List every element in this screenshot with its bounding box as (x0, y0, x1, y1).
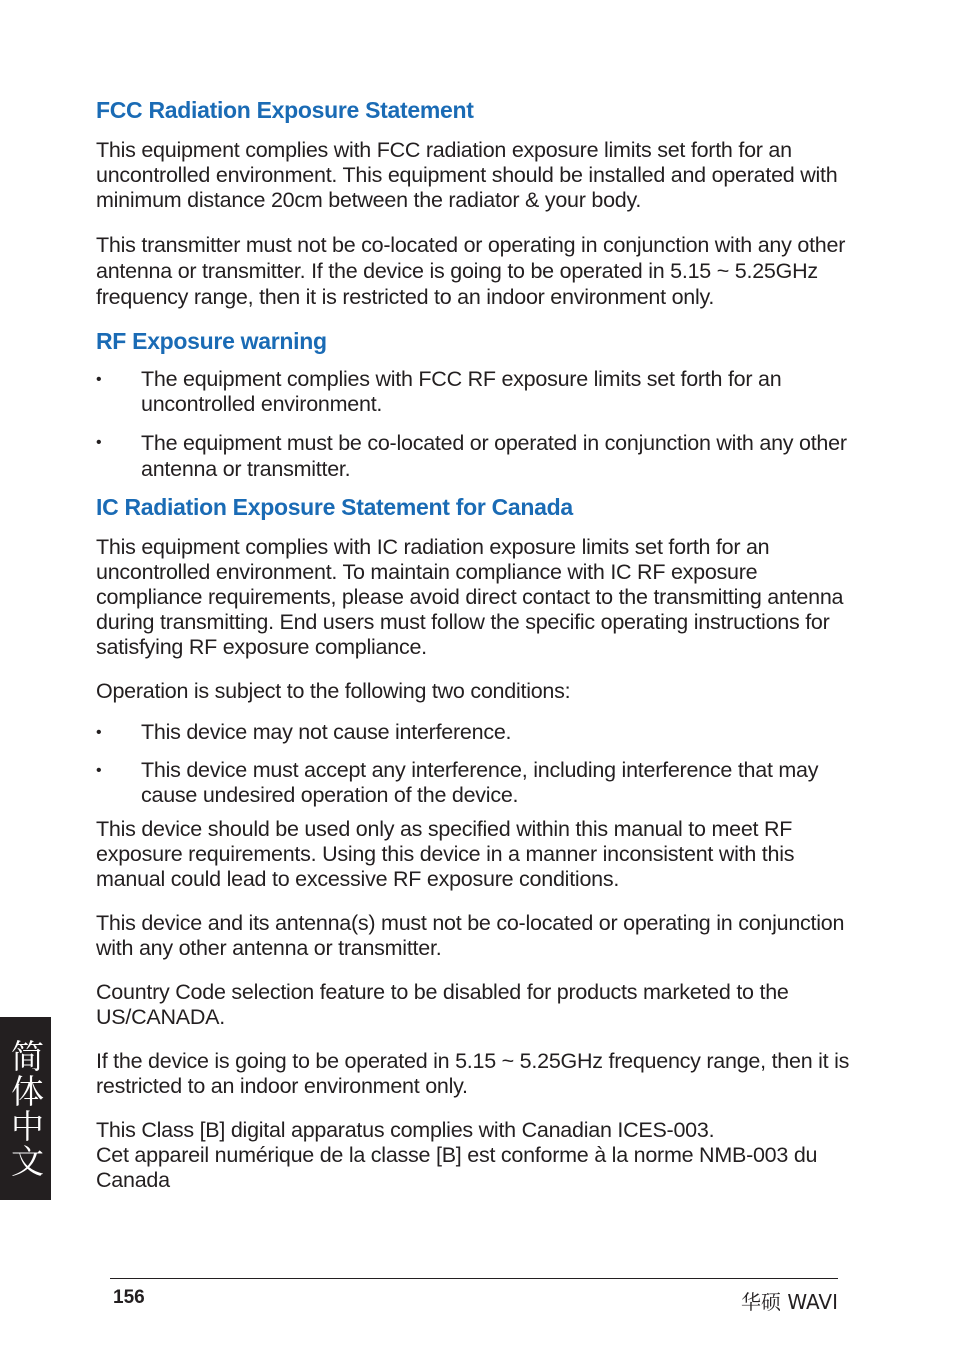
list-item-text: This device must accept any interference, including interference that may cause undesired operation of the device. (141, 758, 819, 807)
final-line: This Class [B] digital apparatus complies with Canadian ICES-003. (96, 1118, 715, 1142)
language-side-tab (0, 1017, 51, 1200)
paragraph: This equipment complies with IC radiation exposure limits set forth for an uncontrolled environment. To maintain compliance with IC RF exposure compliance requirements, please avoid direct contact to the transmitting antenna during transmitting. End users must follow the specific operating instructions for satisfying RF exposure compliance. (96, 535, 844, 659)
language-tab-label: 简体中文 (6, 1038, 45, 1179)
footer-title: 华硕 WAVI (740, 1290, 838, 1314)
footer-divider (110, 1278, 838, 1279)
bullet-marker: • (96, 724, 102, 741)
paragraph: This equipment complies with FCC radiation exposure limits set forth for an uncontrolled environment. This equipment should be installed and operated with minimum distance 20cm between the radiator & your body. (96, 138, 838, 212)
section-heading-rf-warning: RF Exposure warning (96, 328, 327, 354)
bullet-list (96, 720, 866, 808)
paragraph: This device and its antenna(s) must not be co-located or operating in conjunction with any other antenna or transmitter. (96, 911, 845, 960)
paragraph: If the device is going to be operated in 5.15 ~ 5.25GHz frequency range, then it is restricted to an indoor environment only. (96, 1049, 850, 1098)
final-line: Cet appareil numérique de la classe [B] est conforme à la norme NMB-003 du Canada (96, 1143, 818, 1192)
paragraph: This device should be used only as specified within this manual to meet RF exposure requirements. Using this device in a manner inconsistent with this manual could lead to excessive RF exposure conditions. (96, 817, 795, 891)
paragraph: Country Code selection feature to be disabled for products marketed to the US/CANADA. (96, 980, 789, 1029)
bullet-marker: • (96, 762, 102, 779)
list-item (96, 720, 866, 745)
page-number: 156 (113, 1287, 145, 1308)
list-item-text: This device may not cause interference. (141, 720, 512, 744)
section-heading-fcc: FCC Radiation Exposure Statement (96, 97, 474, 123)
list-item (96, 430, 866, 482)
list-item-text: The equipment complies with FCC RF exposure limits set forth for an uncontrolled environment. (141, 367, 782, 416)
list-item-text: The equipment must be co-located or operated in conjunction with any other antenna or transmitter. (141, 431, 847, 481)
list-item (96, 758, 866, 808)
list-item (96, 367, 866, 417)
bullet-list (96, 367, 866, 482)
final-paragraph (96, 1118, 866, 1193)
bullet-marker: • (96, 434, 102, 451)
bullet-marker: • (96, 371, 102, 388)
paragraph: Operation is subject to the following two conditions: (96, 679, 571, 703)
page-content (96, 96, 866, 1212)
paragraph: This transmitter must not be co-located or operating in conjunction with any other antenna or transmitter. If the device is going to be operated in 5.15 ~ 5.25GHz frequency range, then it is restricted to an indoor environment only. (96, 233, 846, 309)
section-heading-ic-canada: IC Radiation Exposure Statement for Canada (96, 494, 573, 520)
